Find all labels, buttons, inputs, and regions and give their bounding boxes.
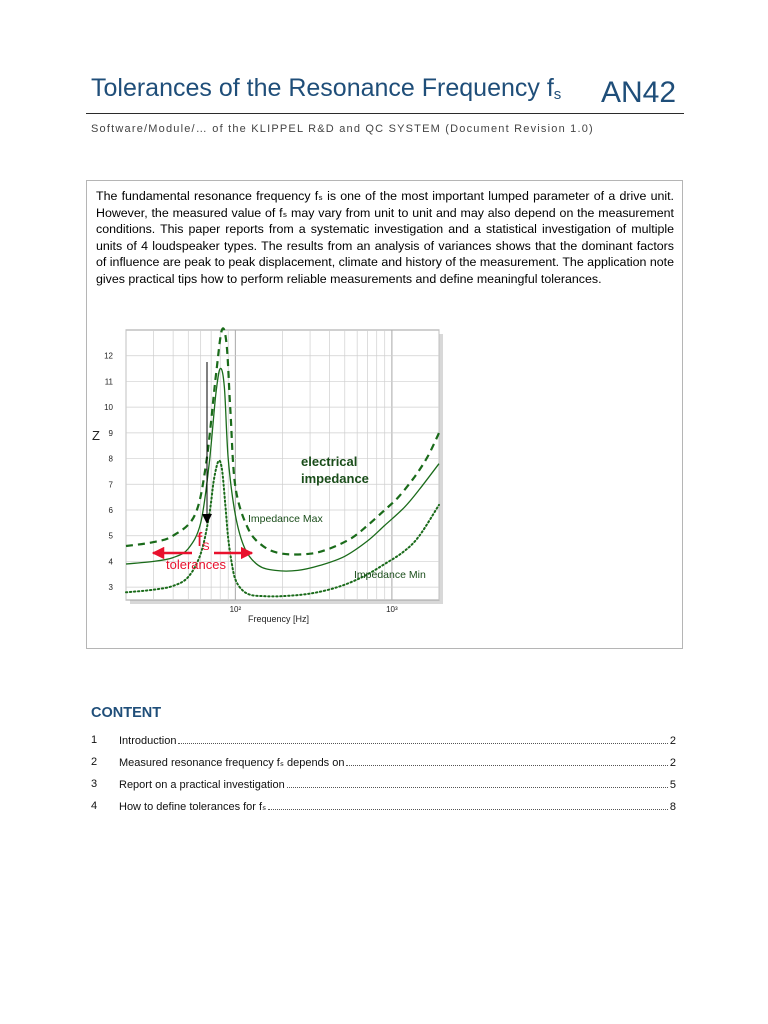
toc-entry-leader: [268, 800, 668, 810]
y-tick-label: 9: [108, 428, 113, 438]
x-tick-label: 10³: [386, 605, 398, 614]
toc-entry[interactable]: [91, 756, 676, 772]
toc-entry-page: 2: [669, 757, 676, 769]
y-tick-label: 11: [104, 377, 113, 387]
toc-entry[interactable]: [91, 778, 676, 794]
x-tick-label: 10²: [229, 605, 242, 614]
y-tick-label: 3: [108, 583, 113, 593]
y-tick-label: 12: [104, 351, 113, 361]
title-text: Tolerances of the Resonance Frequency f: [91, 74, 554, 102]
toc-entry-title: Report on a practical investigation: [119, 779, 285, 791]
y-tick-label: 7: [108, 480, 113, 490]
toc-entry-number: 1: [91, 734, 98, 746]
toc-entry-number: 4: [91, 800, 98, 812]
tolerances-label: tolerances: [166, 557, 226, 572]
toc-entry[interactable]: [91, 800, 676, 816]
y-tick-label: 10: [104, 403, 113, 413]
title-subscript: s: [553, 86, 562, 103]
toc-entry-leader: [287, 778, 668, 788]
toc-entry-title: How to define tolerances for fₛ: [119, 801, 267, 813]
impedance-max-label: Impedance Max: [248, 513, 323, 525]
y-tick-label: 6: [108, 506, 113, 515]
document-id: AN42: [600, 76, 676, 109]
toc-entry-body: [119, 734, 676, 747]
toc-entry-title: Measured resonance frequency fₛ depends on: [119, 757, 345, 769]
fs-label-main: f: [197, 530, 203, 551]
x-axis-label: Frequency [Hz]: [248, 614, 310, 624]
toc-entry-body: [119, 778, 676, 791]
toc-entry-body: [119, 756, 676, 769]
fs-label-sub: S: [202, 541, 210, 553]
toc-entry-number: 3: [91, 778, 98, 790]
impedance-min-label: Impedance Min: [354, 569, 426, 581]
toc-entry-page: 8: [669, 801, 676, 813]
toc-entry-leader: [178, 734, 667, 744]
toc-entry-body: [119, 800, 676, 813]
electrical-impedance-label-line2: impedance: [301, 471, 369, 486]
toc-entry-page: 5: [669, 779, 676, 791]
toc-entry-title: Introduction: [119, 735, 177, 747]
y-tick-label: 8: [108, 454, 113, 464]
toc-entry-page: 2: [669, 735, 676, 747]
y-tick-label: 4: [108, 557, 113, 567]
toc-entry[interactable]: [91, 734, 676, 750]
y-tick-label: 5: [108, 531, 113, 541]
toc-entry-leader: [346, 756, 667, 766]
toc-entry-number: 2: [91, 756, 98, 768]
abstract-text: The fundamental resonance frequency fₛ is one of the most important lumped parameter of a drive unit. However, the measured value of fₛ may vary from unit to unit and may also depend on the measurement conditions. This paper reports from a systematic investigation and a statistical investigation of multiple units of 4 loudspeaker types. The results from an analysis of variances shows that the dominant factors of influence are peak to peak displacement, climate and history of the measurement. The application note gives practical tips how to perform reliable measurements and define meaningful tolerances.: [96, 189, 674, 286]
document-subtitle: Software/Module/… of the KLIPPEL R&D and QC SYSTEM (Document Revision 1.0): [91, 123, 594, 135]
content-heading: CONTENT: [91, 705, 162, 721]
electrical-impedance-label-line1: electrical: [301, 454, 358, 469]
y-axis-label: Z: [92, 428, 100, 443]
